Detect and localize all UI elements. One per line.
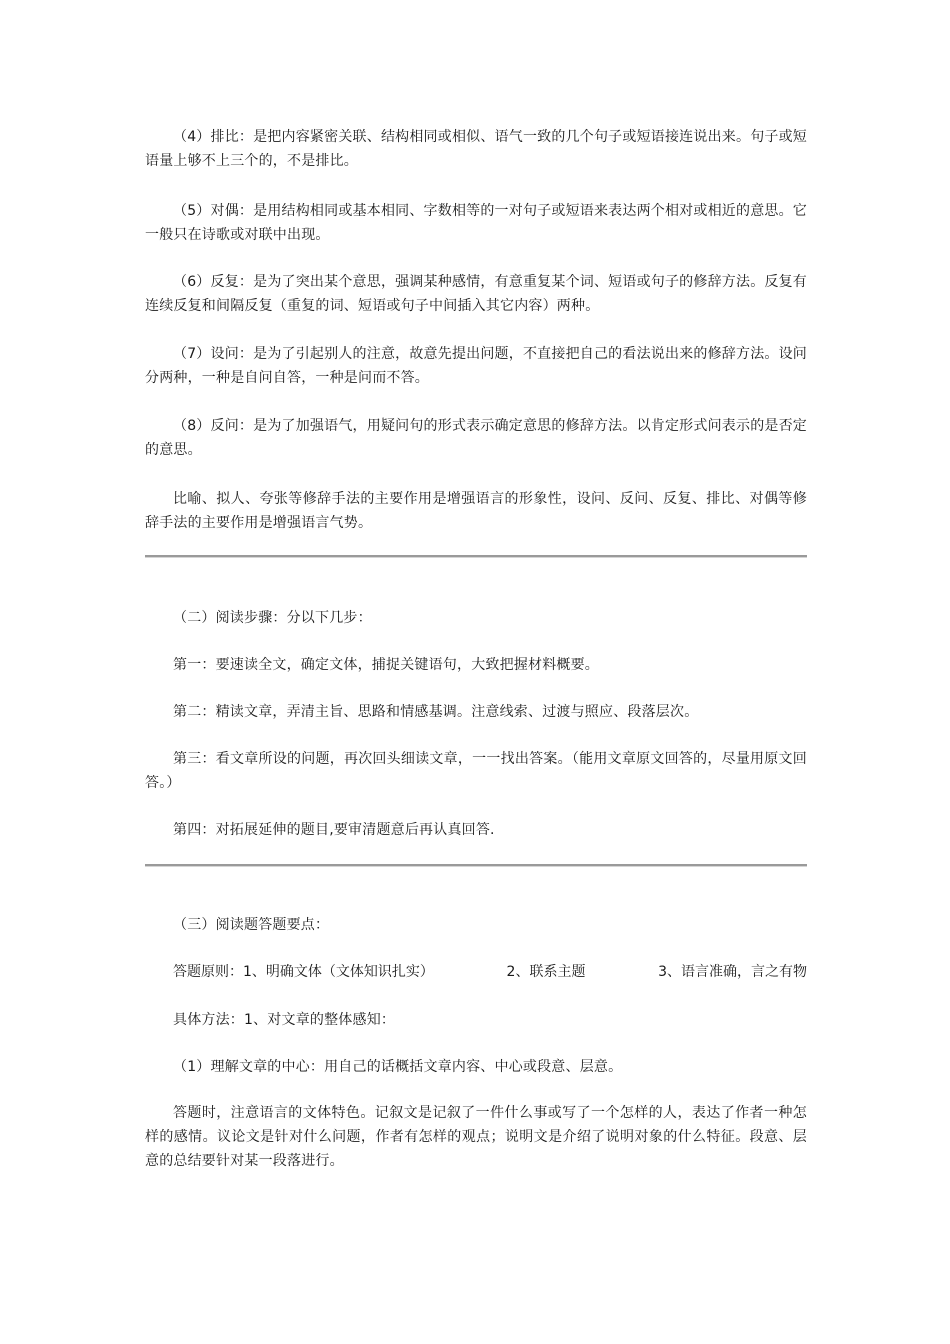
rhetoric-summary-paragraph: 比喻、拟人、夸张等修辞手法的主要作用是增强语言的形象性，设问、反问、反复、排比、对偶等修辞手法的主要作用是增强语言气势。 — [145, 491, 807, 531]
rhetoric-paragraph-antithesis: （5）对偶：是用结构相同或基本相同、字数相等的一对句子或短语来表达两个相对或相近的意思。它一般只在诗歌或对联中出现。 — [145, 203, 807, 243]
answer-principle-1: 答题原则：1、明确文体（文体知识扎实） — [173, 964, 434, 980]
answer-principle-3: 3、语言准确，言之有物 — [658, 964, 807, 980]
reading-step-4: 第四：对拓展延伸的题目,要审清题意后再认真回答. — [173, 822, 495, 838]
specific-method-line: 具体方法：1、对文章的整体感知： — [173, 1012, 396, 1028]
section-heading-reading-steps: （二）阅读步骤：分以下几步： — [173, 610, 372, 626]
answer-principles-row — [145, 960, 807, 984]
section-heading-answer-points: （三）阅读题答题要点： — [173, 917, 330, 933]
rhetoric-paragraph-hypophora: （7）设问：是为了引起别人的注意，故意先提出问题，不直接把自己的看法说出来的修辞方法。设问分两种，一种是自问自答，一种是问而不答。 — [145, 346, 807, 386]
reading-step-3: 第三：看文章所设的问题，再次回头细读文章，一一找出答案。（能用文章原文回答的，尽量用原文回答。） — [145, 751, 807, 791]
rhetoric-paragraph-repetition: （6）反复：是为了突出某个意思，强调某种感情，有意重复某个词、短语或句子的修辞方法。反复有连续反复和间隔反复（重复的词、短语或句子中间插入其它内容）两种。 — [145, 274, 807, 314]
section-divider — [145, 555, 807, 558]
answer-principle-2: 2、联系主题 — [506, 964, 586, 980]
rhetoric-paragraph-rhetorical-question: （8）反问：是为了加强语气，用疑问句的形式表示确定意思的修辞方法。以肯定形式问表示的是否定的意思。 — [145, 418, 807, 458]
answer-note-paragraph: 答题时，注意语言的文体特色。记叙文是记叙了一件什么事或写了一个怎样的人，表达了作者一种怎样的感情。议论文是针对什么问题，作者有怎样的观点；说明文是介绍了说明对象的什么特征。段意、层意的总结要针对某一段落进行。 — [145, 1105, 807, 1169]
method-item-1: （1）理解文章的中心：用自己的话概括文章内容、中心或段意、层意。 — [173, 1059, 623, 1075]
section-divider — [145, 864, 807, 867]
reading-step-2: 第二：精读文章，弄清主旨、思路和情感基调。注意线索、过渡与照应、段落层次。 — [173, 704, 699, 720]
rhetoric-paragraph-parallelism: （4）排比：是把内容紧密关联、结构相同或相似、语气一致的几个句子或短语接连说出来。句子或短语量上够不上三个的，不是排比。 — [145, 129, 807, 169]
reading-step-1: 第一：要速读全文，确定文体，捕捉关键语句，大致把握材料概要。 — [173, 657, 599, 673]
